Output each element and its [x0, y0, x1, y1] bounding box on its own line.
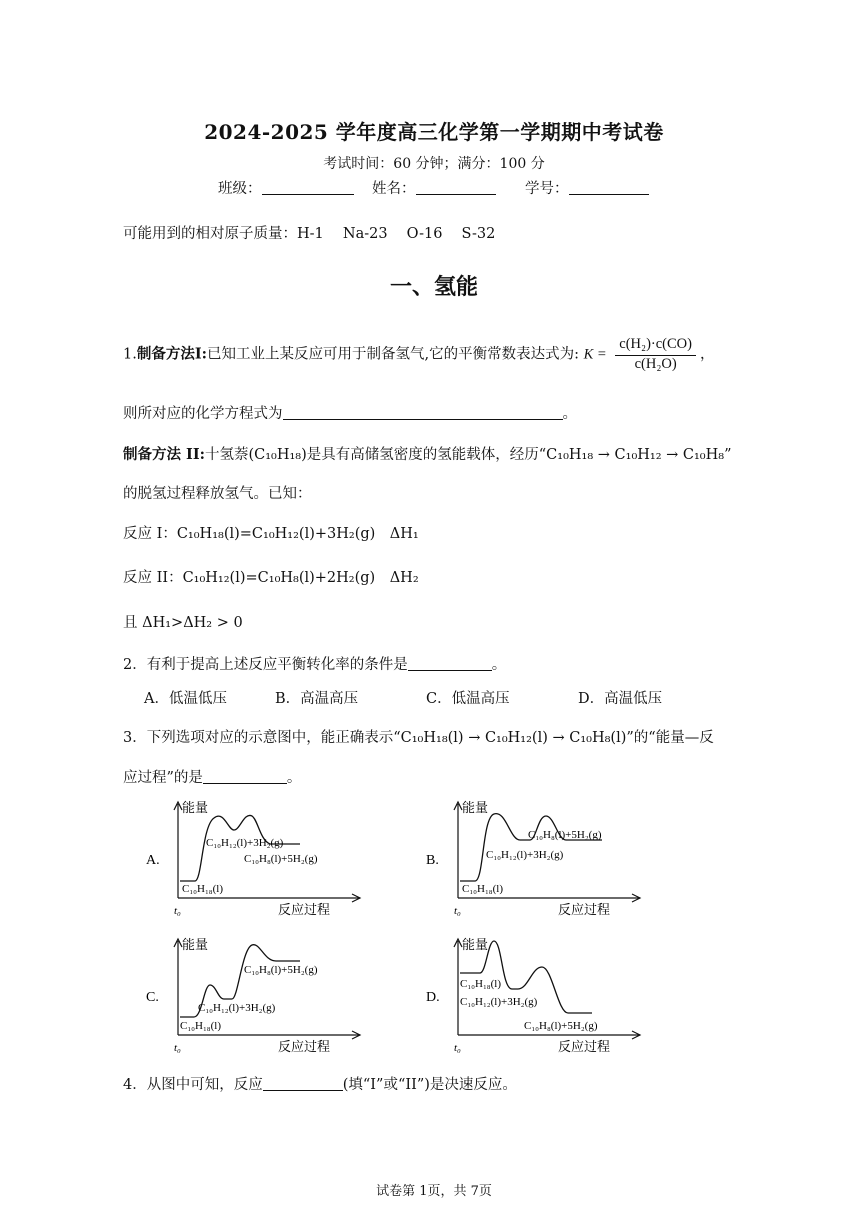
graph-a-label-3: C₁₀H₁₈(l): [182, 883, 224, 895]
q3-answer-blank[interactable]: [203, 769, 287, 784]
page-footer: 试卷第 1页，共 7页: [376, 1184, 492, 1199]
exam-info: 考试时间：60 分钟；满分：100 分: [323, 156, 545, 172]
q1-equation-line: [123, 402, 577, 423]
k-numerator: c(H₂)·c(CO): [615, 336, 696, 356]
q2-option-c[interactable]: C．低温高压: [426, 691, 510, 707]
graph-c-label-2: C₁₀H₁₂(l)+3H₂(g): [198, 1002, 276, 1014]
graph-c-origin: t₀: [174, 1042, 181, 1054]
graph-a-letter: A.: [146, 853, 160, 868]
q1-period: 。: [562, 406, 577, 422]
method2-line: [123, 443, 732, 464]
graph-d-label-3: C₁₀H₈(l)+5H₂(g): [524, 1020, 598, 1032]
id-label: 学号：: [525, 181, 569, 197]
graph-a-label-1: C₁₀H₁₂(l)+3H₂(g): [206, 837, 284, 849]
graph-b-ylabel: 能量: [462, 800, 489, 815]
graph-a-ylabel: 能量: [182, 800, 209, 815]
reaction-2: 反应 II：C₁₀H₁₂(l)=C₁₀H₈(l)+2H₂(g) ΔH₂: [123, 570, 419, 586]
graph-d-xlabel: 反应过程: [558, 1039, 611, 1054]
graph-c-letter: C.: [146, 990, 159, 1005]
graph-a-origin: t₀: [174, 905, 181, 917]
q2-period: 。: [491, 657, 507, 673]
method2-label: 制备方法 II:: [123, 446, 205, 463]
q2-option-d[interactable]: D．高温低压: [578, 691, 663, 707]
q2-stem-text: 2．有利于提高上述反应平衡转化率的条件是: [123, 657, 408, 673]
id-field[interactable]: [525, 177, 649, 198]
name-blank[interactable]: [416, 180, 496, 195]
q3-period: 。: [286, 770, 302, 786]
graph-b-curve: [460, 814, 602, 881]
class-blank[interactable]: [262, 180, 354, 195]
name-field[interactable]: [372, 177, 496, 198]
q3-stem-b: [123, 766, 301, 787]
q4-stem-b: (填“I”或“II”)是决速反应。: [342, 1077, 517, 1093]
method1-label: 制备方法Ⅰ:: [136, 345, 207, 363]
reaction-1: 反应 I：C₁₀H₁₈(l)=C₁₀H₁₂(l)+3H₂(g) ΔH₁: [123, 526, 419, 542]
graph-b-xlabel: 反应过程: [558, 902, 611, 917]
q2-stem: [123, 653, 506, 674]
graph-d-ylabel: 能量: [462, 937, 489, 952]
id-blank[interactable]: [569, 180, 649, 195]
q1-answer-blank[interactable]: [283, 405, 563, 420]
q3-stem: 3．下列选项对应的示意图中，能正确表示“C₁₀H₁₈(l) → C₁₀H₁₂(l) → C₁₀H₈(l)”的“能量—反: [123, 730, 714, 746]
q1-equation-text: 则所对应的化学方程式为: [123, 406, 283, 422]
q4-answer-blank[interactable]: [263, 1076, 343, 1091]
graph-c-label-1: C₁₀H₈(l)+5H₂(g): [244, 964, 318, 976]
graph-a[interactable]: [140, 796, 380, 922]
graph-c-xlabel: 反应过程: [278, 1039, 331, 1054]
graph-d-letter: D.: [426, 990, 440, 1005]
graph-b-label-1: C₁₀H₈(l)+5H₂(g): [528, 829, 602, 841]
class-field[interactable]: [218, 177, 354, 198]
k-symbol: K =: [583, 346, 607, 363]
q2-option-a[interactable]: A．低温低压: [144, 691, 227, 707]
graph-a-label-2: C₁₀H₈(l)+5H₂(g): [244, 853, 318, 865]
q2-option-b[interactable]: B．高温高压: [275, 691, 359, 707]
graph-c[interactable]: [140, 933, 380, 1059]
k-fraction: [615, 336, 696, 373]
exam-title: 2024-2025 学年度高三化学第一学期期中考试卷: [204, 120, 664, 144]
name-label: 姓名：: [372, 181, 416, 197]
condition-line: 且 ΔH₁>ΔH₂ > 0: [123, 615, 243, 631]
section-title: 一、氢能: [389, 275, 478, 300]
graph-d-origin: t₀: [454, 1042, 461, 1054]
graph-d-label-2: C₁₀H₁₂(l)+3H₂(g): [460, 996, 538, 1008]
method2-text-b: 的脱氢过程释放氢气。已知：: [123, 486, 312, 502]
graph-d-label-1: C₁₀H₁₈(l): [460, 978, 502, 990]
graph-b-label-2: C₁₀H₁₂(l)+3H₂(g): [486, 849, 564, 861]
graph-a-xlabel: 反应过程: [278, 902, 331, 917]
graph-b-origin: t₀: [454, 905, 461, 917]
q3-stem-b-text: 应过程”的是: [123, 770, 203, 786]
graph-c-ylabel: 能量: [182, 937, 209, 952]
q4-stem-a: 4．从图中可知，反应: [123, 1077, 263, 1093]
graph-b-label-3: C₁₀H₁₈(l): [462, 883, 504, 895]
graph-c-label-3: C₁₀H₁₈(l): [180, 1020, 222, 1032]
graph-b[interactable]: [420, 796, 660, 922]
q1-line: [123, 336, 714, 373]
method2-text: 十氢萘(C₁₀H₁₈)是具有高储氢密度的氢能载体，经历“C₁₀H₁₈ → C₁₀H₁₂ → C₁₀H₈”: [204, 447, 732, 463]
graph-d[interactable]: [420, 933, 660, 1059]
q2-answer-blank[interactable]: [408, 656, 492, 671]
graph-b-letter: B.: [426, 853, 439, 868]
class-label: 班级：: [218, 181, 262, 197]
atomic-mass-note: 可能用到的相对原子质量：H-1 Na-23 O-16 S-32: [123, 226, 496, 242]
q4-stem: [123, 1073, 517, 1094]
k-denominator: c(H₂O): [634, 356, 677, 372]
q1-text: 已知工业上某反应可用于制备氢气,它的平衡常数表达式为:: [206, 346, 579, 363]
q1-comma: ，: [699, 346, 715, 363]
q1-number: 1.: [123, 346, 137, 363]
